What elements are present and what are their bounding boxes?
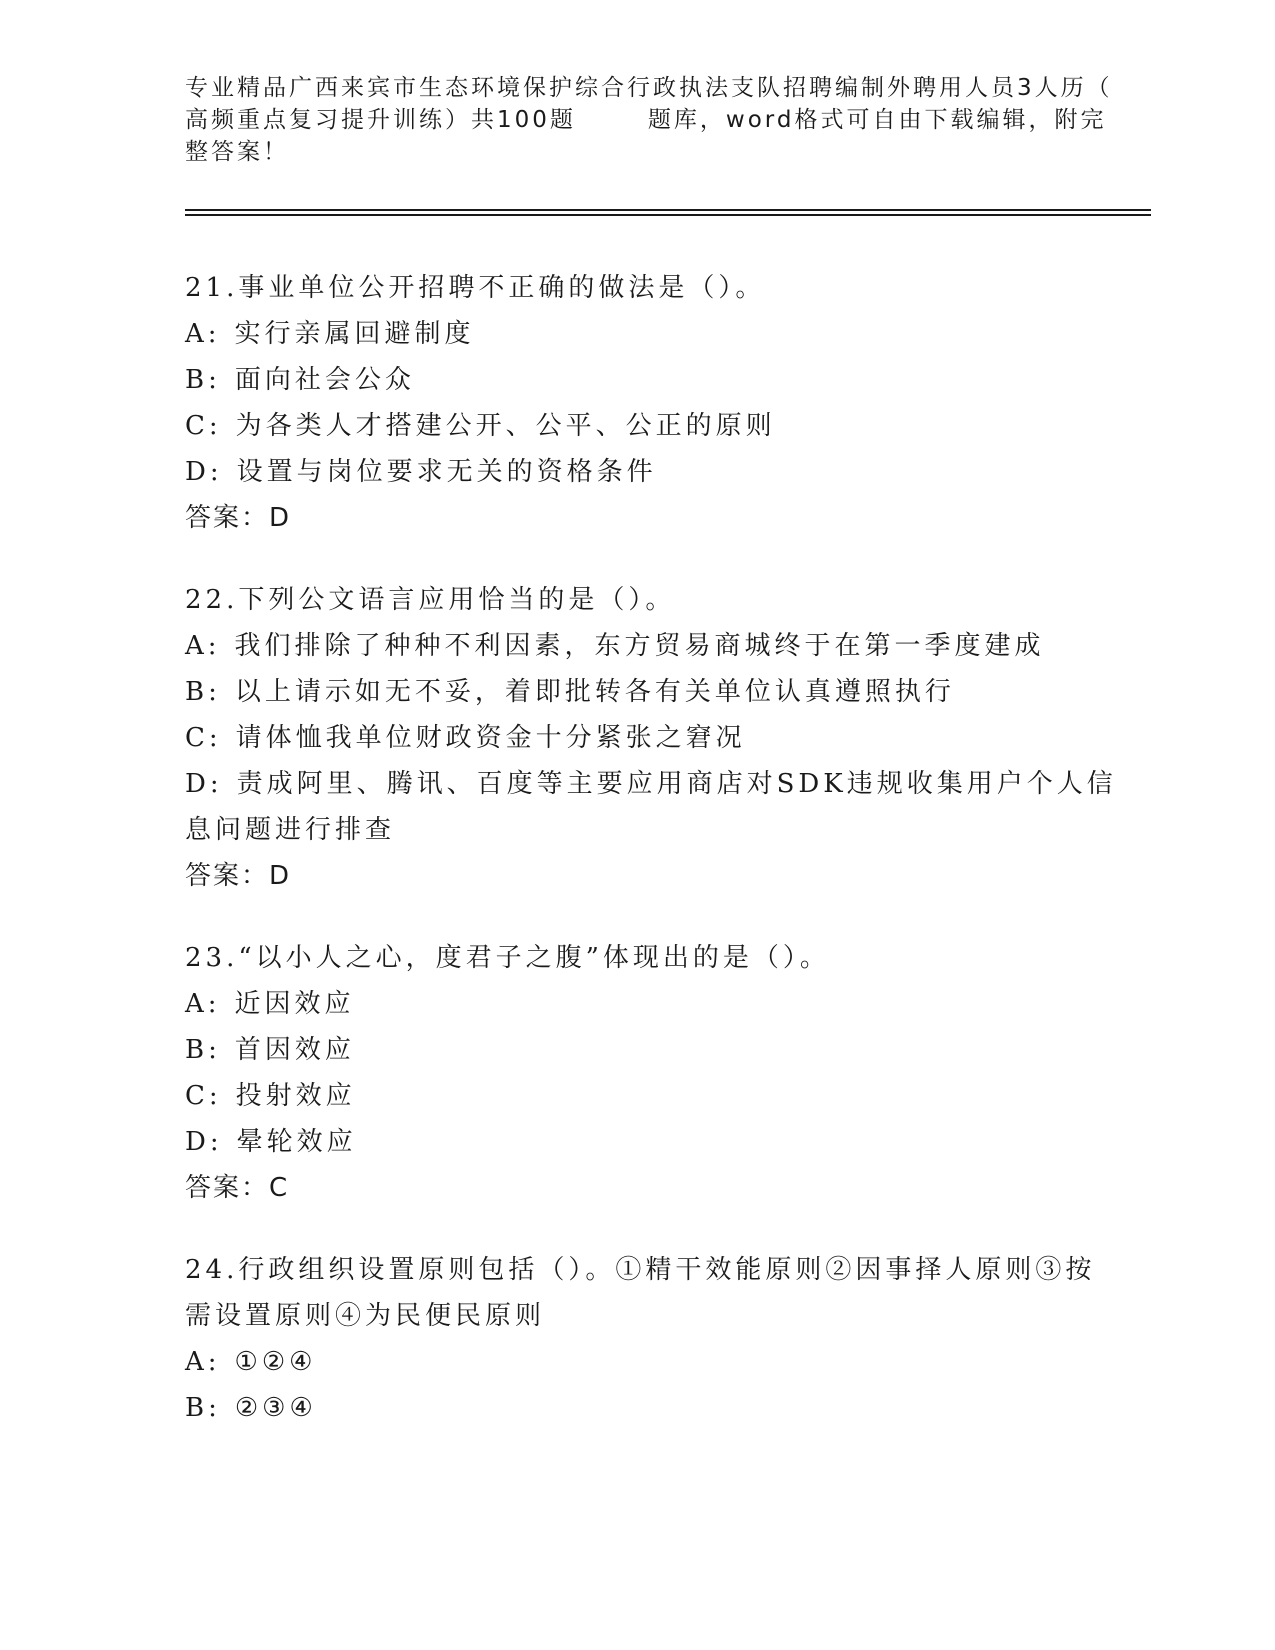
option-b — [185, 357, 1105, 403]
option-a — [185, 311, 1105, 357]
header-divider-bottom — [185, 214, 1151, 216]
option-text: 设置与岗位要求无关的资格条件 — [236, 457, 657, 487]
option-d — [185, 1119, 1105, 1165]
answer: 答案：C — [185, 1173, 290, 1203]
option-text: 以上请示如无不妥，着即批转各有关单位认真遵照执行 — [234, 677, 955, 707]
option-label: A: — [185, 989, 221, 1019]
option-text: 晕轮效应 — [236, 1127, 357, 1157]
question-21 — [185, 265, 1105, 541]
option-a — [185, 1339, 1105, 1385]
header-line-1: 专业精品广西来宾市生态环境保护综合行政执法支队招聘编制外聘用人员3人历（ — [185, 75, 1113, 101]
option-text: 面向社会公众 — [234, 365, 415, 395]
option-b — [185, 1385, 1105, 1431]
option-label: C: — [185, 411, 222, 441]
header-divider-top — [185, 209, 1151, 211]
answer: 答案：D — [185, 861, 292, 891]
option-d — [185, 761, 1117, 807]
option-label: D: — [185, 1127, 223, 1157]
option-label: B: — [185, 1393, 221, 1423]
question-22 — [185, 577, 1117, 899]
option-text: 请体恤我单位财政资金十分紧张之窘况 — [235, 723, 746, 753]
option-a — [185, 981, 1105, 1027]
option-c — [185, 403, 1105, 449]
question-stem-continued: 需设置原则④为民便民原则 — [185, 1301, 546, 1331]
option-text: 投射效应 — [235, 1081, 356, 1111]
option-label: A: — [185, 631, 221, 661]
header-line-2-part-a: 高频重点复习提升训练）共100题 — [185, 107, 576, 133]
option-label: B: — [185, 677, 221, 707]
option-c — [185, 1073, 1105, 1119]
document-header — [185, 72, 1113, 168]
option-label: C: — [185, 723, 222, 753]
option-label: D: — [185, 769, 223, 799]
header-line-3: 整答案！ — [185, 139, 289, 165]
question-stem: 24.行政组织设置原则包括（）。①精干效能原则②因事择人原则③按 — [185, 1255, 1096, 1285]
option-label: D: — [185, 457, 223, 487]
option-b — [185, 1027, 1105, 1073]
option-label: B: — [185, 1035, 221, 1065]
option-d-continued: 息问题进行排查 — [185, 815, 396, 845]
question-23 — [185, 935, 1105, 1211]
option-a — [185, 623, 1105, 669]
option-b — [185, 669, 1105, 715]
option-d — [185, 449, 1105, 495]
question-stem: 21.事业单位公开招聘不正确的做法是（）。 — [185, 273, 766, 303]
option-text: ②③④ — [234, 1393, 317, 1423]
option-label: C: — [185, 1081, 222, 1111]
header-line-2 — [185, 104, 1107, 136]
option-text: 责成阿里、腾讯、百度等主要应用商店对SDK违规收集用户个人信 — [236, 769, 1117, 799]
header-line-2-part-b: 题库，word格式可自由下载编辑，附完 — [647, 107, 1107, 133]
answer: 答案：D — [185, 503, 292, 533]
option-label: B: — [185, 365, 221, 395]
question-24 — [185, 1247, 1105, 1431]
question-stem: 23.“以小人之心，度君子之腹”体现出的是（）。 — [185, 943, 830, 973]
question-list — [185, 265, 1117, 1467]
option-text: 为各类人才搭建公开、公平、公正的原则 — [235, 411, 776, 441]
option-text: 我们排除了种种不利因素，东方贸易商城终于在第一季度建成 — [234, 631, 1045, 661]
option-label: A: — [185, 319, 221, 349]
option-text: ①②④ — [234, 1347, 317, 1377]
option-label: A: — [185, 1347, 221, 1377]
option-text: 近因效应 — [234, 989, 355, 1019]
option-text: 首因效应 — [234, 1035, 355, 1065]
option-c — [185, 715, 1105, 761]
option-text: 实行亲属回避制度 — [234, 319, 475, 349]
question-stem: 22.下列公文语言应用恰当的是（）。 — [185, 585, 676, 615]
